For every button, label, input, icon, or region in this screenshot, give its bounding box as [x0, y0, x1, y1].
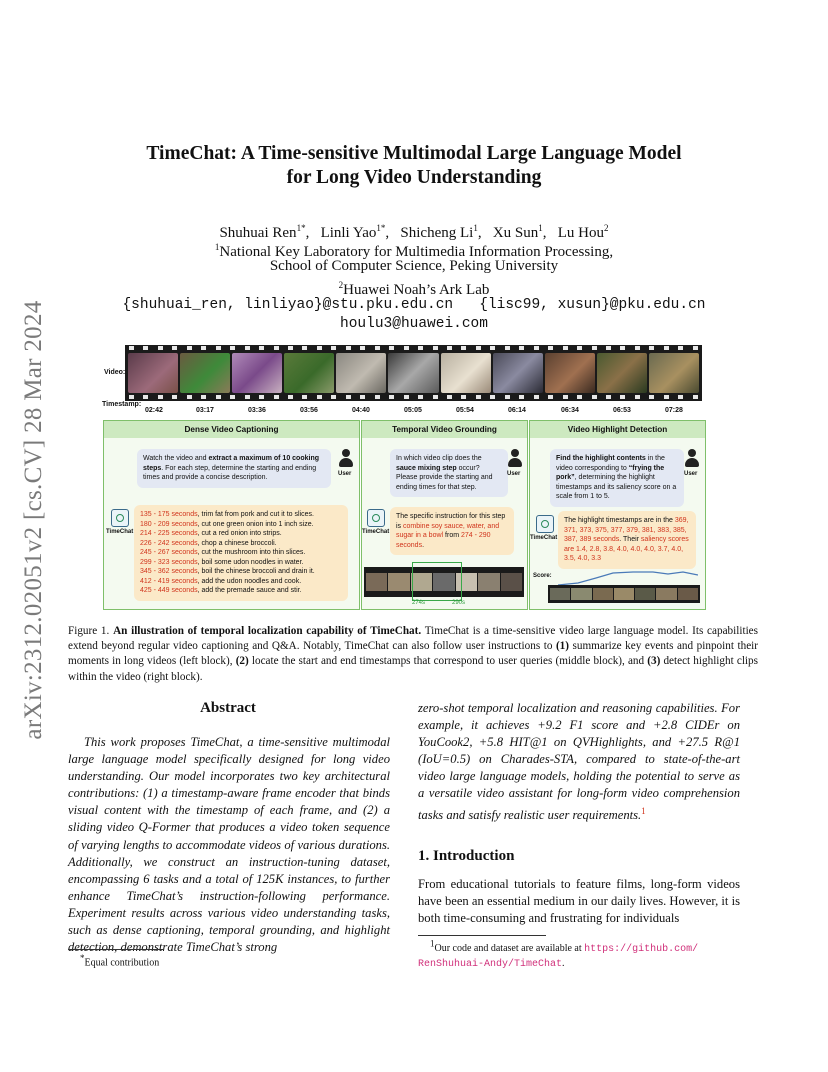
step-item: 299 - 323 seconds, boil some udon noodles in water. [140, 558, 304, 566]
timestamp-7: 05:54 [456, 407, 474, 414]
film-holes-top [129, 346, 698, 351]
frame-6 [388, 353, 438, 393]
step-item: 425 - 449 seconds, add the premade sauce and stir. [140, 587, 302, 594]
highlight-timechat-label: TimeChat [530, 535, 558, 541]
paper-title-line2: for Long Video Understanding [286, 167, 542, 188]
introduction-text: From educational tutorials to feature films, long-form videos have been an essential medium in our daily lives. However, it is both time-consuming and frustrating for individuals [418, 877, 740, 926]
user-icon [508, 449, 522, 469]
frame-2 [180, 353, 230, 393]
affiliation-1b: School of Computer Science, Peking University [269, 258, 559, 274]
score-label: Score: [533, 573, 552, 579]
step-item: 180 - 209 seconds, cut one green onion into 1 inch size. [140, 520, 314, 528]
timestamp-2: 03:17 [196, 407, 214, 414]
highlight-user-label: User [684, 471, 698, 477]
grounding-user-bubble: In which video clip does the sauce mixing step occur? Please provide the starting and ending times for that step. [390, 449, 508, 497]
timestamp-3: 03:36 [248, 407, 266, 414]
frame-9 [545, 353, 595, 393]
dense-timechat-bubble [134, 505, 348, 601]
author-list: Shuhuai Ren$^{1*}$, Linli Yao$^{1*}$, Shicheng Li$^1$, Xu Sun$^1$, Lu Hou$^2$ [219, 223, 609, 241]
timestamp-label: Timestamp: [102, 401, 142, 408]
panel-grounding-title: Temporal Video Grounding [362, 421, 527, 438]
highlight-timechat-bubble: The highlight timestamps are in the 369, 371, 373, 375, 377, 379, 381, 383, 385, 387, 389 seconds. Their saliency scores are 1.4, 2.8, 3.8, 4.0, 4.0, 4.0, 3.7, 4.0, 3.5, 4.0, 3.3 [558, 511, 696, 569]
arxiv-stamp: arXiv:2312.02051v2 [cs.CV] 28 Mar 2024 [20, 300, 47, 740]
paper-title-line1: TimeChat: A Time-sensitive Multimodal Large Language Model [146, 143, 682, 164]
panel-temporal-grounding [361, 420, 528, 610]
timestamp-11: 07:28 [665, 407, 683, 414]
timechat-icon [536, 515, 554, 533]
abstract-left-column: This work proposes TimeChat, a time-sensitive multimodal large language model specifically designed for long video understanding. Our model incorporates two key architectural contributions: (1) a timestamp-aware frame encoder that binds visual content with the timestamp of each frame, and (2) a sliding video Q-Former that produces a video token sequence of varying lengths to accommodate videos of various durations. Additionally, we construct an instruction-tuning dataset, encompassing 6 tasks and a total of 125K instances, to further enhance TimeChat’s instruction-following performance. Experiment results across various video understanding tasks, such as dense captioning, temporal grounding, and highlight detection, demonstrate TimeChat’s strong [68, 735, 390, 955]
step-item: 226 - 242 seconds, chop a chinese broccoli. [140, 539, 277, 547]
dense-user-bubble: Watch the video and extract a maximum of 10 cooking steps. For each step, determine the starting and ending times and provide a concise description. [137, 449, 331, 488]
highlight-frames [550, 588, 698, 600]
user-icon [685, 449, 699, 469]
timechat-icon [367, 509, 385, 527]
timestamp-5: 04:40 [352, 407, 370, 414]
grounding-mark-end: 290s [452, 600, 466, 606]
dense-timechat-label: TimeChat [106, 529, 134, 535]
panel-highlight-detection [529, 420, 706, 610]
figure-caption: Figure 1. An illustration of temporal localization capability of TimeChat. TimeChat is a time-sensitive video large language model. Its capabilities extend beyond regular video captioning and Q&A. Notably, TimeChat can also follow user instructions to (1) summarize key events and pinpoint their moments in long videos (left block), (2) locate the start and end timestamps that correspond to user queries (middle block), and (3) detect highlight clips within the video (right block). [68, 625, 758, 683]
affiliation-1: $^1$National Key Laboratory for Multimedia Information Processing, [214, 242, 614, 260]
code-url-link[interactable]: https://github.com/ [584, 944, 699, 956]
video-filmstrip [125, 345, 702, 401]
timestamp-1: 02:42 [145, 407, 163, 414]
step-item: 135 - 175 seconds, trim fat from pork and cut it to slices. [140, 511, 314, 518]
grounding-timechat-bubble: The specific instruction for this step is combine soy sauce, water, and sugar in a bowl from 274 - 290 seconds. [390, 507, 514, 555]
step-item: 345 - 362 seconds, boil the chinese broccoli and drain it. [140, 568, 315, 575]
timechat-icon [111, 509, 129, 527]
timestamp-9: 06:34 [561, 407, 579, 414]
author-email-3: houlu3@huawei.com [340, 316, 488, 332]
timestamp-6: 05:05 [404, 407, 422, 414]
highlight-user-bubble: Find the highlight contents in the video corresponding to “frying the pork”, determining the highlight timestamps and its saliency score on a scale from 1 to 5. [550, 449, 684, 507]
abstract-heading: Abstract [200, 700, 256, 716]
step-item: 245 - 267 seconds, cut the mushroom into thin slices. [140, 549, 306, 556]
timestamp-4: 03:56 [300, 407, 318, 414]
highlight-filmstrip [548, 585, 700, 603]
panel-dense-captioning [103, 420, 360, 610]
dense-user-label: User [338, 471, 352, 477]
affiliation-2: $^2$Huawei Noah’s Ark Lab [338, 280, 490, 298]
grounding-user-label: User [507, 471, 521, 477]
footnote-rule-right [418, 935, 546, 936]
frame-3 [232, 353, 282, 393]
footnote-rule-left [68, 949, 164, 950]
footnote-code-link: $^1$Our code and dataset are available at https://github.com/ RenShuhuai-Andy/TimeChat. [418, 939, 699, 971]
frame-4 [284, 353, 334, 393]
film-holes-bottom [129, 395, 698, 400]
code-url-link-cont[interactable]: RenShuhuai-Andy/TimeChat [418, 959, 563, 971]
frame-8 [493, 353, 543, 393]
panel-dense-title: Dense Video Captioning [104, 421, 359, 438]
video-label: Video: [104, 369, 126, 376]
video-frames [128, 353, 699, 393]
frame-10 [597, 353, 647, 393]
footnote-equal-contribution: *Equal contribution [80, 953, 160, 969]
frame-5 [336, 353, 386, 393]
frame-1 [128, 353, 178, 393]
grounding-timechat-label: TimeChat [362, 529, 390, 535]
grounding-mark-start: 274s [412, 600, 426, 606]
frame-7 [441, 353, 491, 393]
timestamp-10: 06:53 [613, 407, 631, 414]
step-item: 412 - 419 seconds, add the udon noodles and cook. [140, 577, 302, 585]
grounding-highlight-box [412, 562, 462, 601]
step-item: 214 - 225 seconds, cut a red onion into strips. [140, 530, 282, 537]
timestamp-8: 06:14 [508, 407, 526, 414]
author-emails: {shuhuai_ren, linliyao}@stu.pku.edu.cn {lisc99, xusun}@pku.edu.cn [122, 297, 706, 313]
frame-11 [649, 353, 699, 393]
panel-highlight-title: Video Highlight Detection [530, 421, 705, 438]
user-icon [339, 449, 353, 469]
abstract-right-column: zero-shot temporal localization and reasoning capabilities. For example, it achieves +9.2 F1 score and +2.8 CIDEr on YouCook2, +5.8 HIT@1 on QVHighlights, and +27.5 R@1 (IoU=0.5) on Charades-STA, compared to state-of-the-art video large language models, holding the potential to serve as a versatile video assistant for long-form video comprehension tasks and satisfy realistic user requirements.$^1$ [418, 701, 740, 822]
section-introduction-heading: 1. Introduction [418, 848, 515, 864]
